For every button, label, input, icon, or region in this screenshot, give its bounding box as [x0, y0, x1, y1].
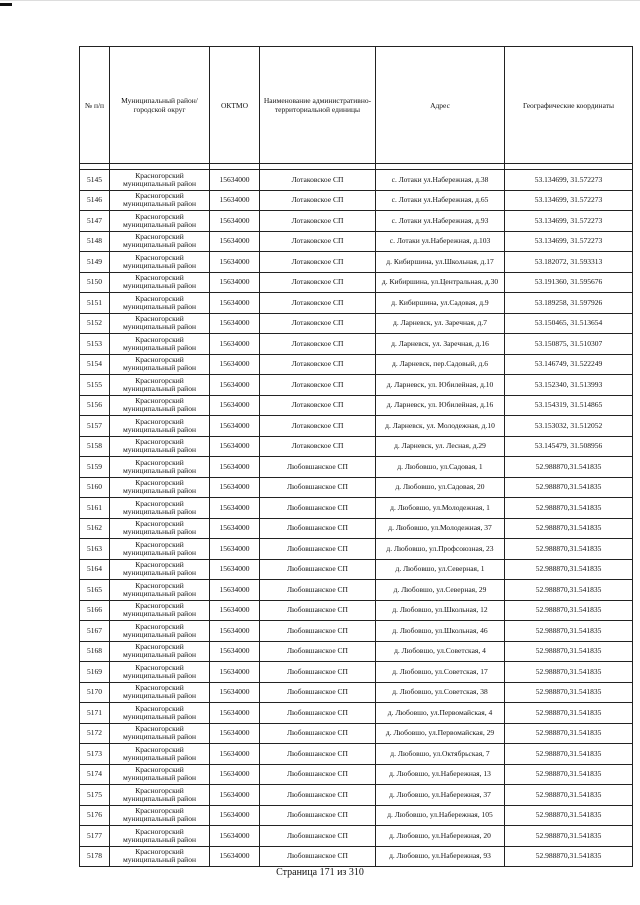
cell-district: Красногорский муниципальный район	[110, 354, 210, 375]
cell-oktmo: 15634000	[210, 457, 260, 478]
cell-district: Красногорский муниципальный район	[110, 785, 210, 806]
cell-coords: 53.134699, 31.572273	[505, 190, 633, 211]
cell-district: Красногорский муниципальный район	[110, 170, 210, 191]
cell-unit: Любовшанское СП	[260, 457, 376, 478]
cell-num: 5165	[80, 580, 110, 601]
cell-coords: 53.191360, 31.595676	[505, 272, 633, 293]
cell-coords: 52.988870,31.541835	[505, 621, 633, 642]
cell-unit: Лотаковское СП	[260, 313, 376, 334]
cell-coords: 52.988870,31.541835	[505, 723, 633, 744]
table-row	[80, 662, 633, 683]
cell-district: Красногорский муниципальный район	[110, 498, 210, 519]
cell-oktmo: 15634000	[210, 518, 260, 539]
cell-num: 5156	[80, 395, 110, 416]
cell-coords: 53.152340, 31.513993	[505, 375, 633, 396]
table-row	[80, 457, 633, 478]
cell-num: 5169	[80, 662, 110, 683]
cell-oktmo: 15634000	[210, 252, 260, 273]
cell-address: д. Любовшо, ул.Садовая, 20	[376, 477, 505, 498]
cell-unit: Лотаковское СП	[260, 272, 376, 293]
table-row	[80, 580, 633, 601]
cell-coords: 53.134699, 31.572273	[505, 231, 633, 252]
cell-coords: 53.145479, 31.508956	[505, 436, 633, 457]
cell-num: 5161	[80, 498, 110, 519]
cell-coords: 52.988870,31.541835	[505, 518, 633, 539]
header-address: Адрес	[376, 47, 505, 164]
table-row	[80, 498, 633, 519]
cell-coords: 52.988870,31.541835	[505, 805, 633, 826]
cell-unit: Лотаковское СП	[260, 170, 376, 191]
cell-oktmo: 15634000	[210, 293, 260, 314]
table-row	[80, 805, 633, 826]
cell-coords: 52.988870,31.541835	[505, 744, 633, 765]
table-row	[80, 252, 633, 273]
cell-oktmo: 15634000	[210, 580, 260, 601]
table-row	[80, 826, 633, 847]
cell-unit: Лотаковское СП	[260, 416, 376, 437]
table-row	[80, 703, 633, 724]
cell-address: с. Лотаки ул.Набережная, д.103	[376, 231, 505, 252]
table-row	[80, 723, 633, 744]
cell-district: Красногорский муниципальный район	[110, 682, 210, 703]
cell-coords: 52.988870,31.541835	[505, 477, 633, 498]
cell-address: д. Любовшо, ул.Школьная, 12	[376, 600, 505, 621]
cell-unit: Любовшанское СП	[260, 703, 376, 724]
cell-coords: 52.988870,31.541835	[505, 498, 633, 519]
cell-num: 5164	[80, 559, 110, 580]
cell-oktmo: 15634000	[210, 744, 260, 765]
header-num: № п/п	[80, 47, 110, 164]
cell-coords: 53.146749, 31.522249	[505, 354, 633, 375]
cell-unit: Любовшанское СП	[260, 559, 376, 580]
cell-num: 5150	[80, 272, 110, 293]
cell-coords: 53.182072, 31.593313	[505, 252, 633, 273]
cell-address: д. Любовшо, ул.Набережная, 20	[376, 826, 505, 847]
header-coords: Географические координаты	[505, 47, 633, 164]
table-row	[80, 559, 633, 580]
cell-address: д. Любовшо, ул.Северная, 1	[376, 559, 505, 580]
cell-address: д. Ларневск, ул. Юбилейная, д.10	[376, 375, 505, 396]
cell-district: Красногорский муниципальный район	[110, 846, 210, 867]
cell-district: Красногорский муниципальный район	[110, 805, 210, 826]
cell-unit: Лотаковское СП	[260, 334, 376, 355]
cell-address: д. Ларневск, ул. Молодежная, д.10	[376, 416, 505, 437]
table-row	[80, 313, 633, 334]
cell-oktmo: 15634000	[210, 334, 260, 355]
table-row	[80, 416, 633, 437]
cell-unit: Любовшанское СП	[260, 539, 376, 560]
cell-oktmo: 15634000	[210, 641, 260, 662]
table-row	[80, 375, 633, 396]
scan-corner-mark	[0, 3, 12, 6]
cell-district: Красногорский муниципальный район	[110, 416, 210, 437]
cell-num: 5167	[80, 621, 110, 642]
cell-oktmo: 15634000	[210, 662, 260, 683]
cell-address: д. Любовшо, ул.Профсоюзная, 23	[376, 539, 505, 560]
cell-district: Красногорский муниципальный район	[110, 190, 210, 211]
cell-unit: Любовшанское СП	[260, 580, 376, 601]
header-unit: Наименование административно-территориальной единицы	[260, 47, 376, 164]
cell-district: Красногорский муниципальный район	[110, 600, 210, 621]
cell-address: с. Лотаки ул.Набережная, д.93	[376, 211, 505, 232]
cell-unit: Лотаковское СП	[260, 231, 376, 252]
cell-oktmo: 15634000	[210, 764, 260, 785]
cell-address: д. Любовшо, ул.Набережная, 93	[376, 846, 505, 867]
cell-address: д. Кибиршина, ул.Центральная, д.30	[376, 272, 505, 293]
cell-district: Красногорский муниципальный район	[110, 395, 210, 416]
cell-oktmo: 15634000	[210, 498, 260, 519]
cell-address: с. Лотаки ул.Набережная, д.38	[376, 170, 505, 191]
cell-oktmo: 15634000	[210, 395, 260, 416]
cell-oktmo: 15634000	[210, 682, 260, 703]
cell-unit: Лотаковское СП	[260, 375, 376, 396]
cell-num: 5159	[80, 457, 110, 478]
cell-unit: Любовшанское СП	[260, 785, 376, 806]
table-row	[80, 641, 633, 662]
cell-district: Красногорский муниципальный район	[110, 744, 210, 765]
cell-coords: 53.134699, 31.572273	[505, 170, 633, 191]
cell-unit: Лотаковское СП	[260, 190, 376, 211]
cell-address: д. Любовшо, ул.Набережная, 13	[376, 764, 505, 785]
cell-address: д. Любовшо, ул.Набережная, 105	[376, 805, 505, 826]
cell-coords: 52.988870,31.541835	[505, 846, 633, 867]
cell-district: Красногорский муниципальный район	[110, 559, 210, 580]
header-oktmo: ОКТМО	[210, 47, 260, 164]
cell-coords: 52.988870,31.541835	[505, 703, 633, 724]
cell-district: Красногорский муниципальный район	[110, 518, 210, 539]
cell-num: 5154	[80, 354, 110, 375]
cell-oktmo: 15634000	[210, 703, 260, 724]
table-row	[80, 354, 633, 375]
cell-num: 5171	[80, 703, 110, 724]
cell-district: Красногорский муниципальный район	[110, 436, 210, 457]
cell-num: 5147	[80, 211, 110, 232]
cell-district: Красногорский муниципальный район	[110, 457, 210, 478]
cell-num: 5175	[80, 785, 110, 806]
cell-oktmo: 15634000	[210, 313, 260, 334]
cell-oktmo: 15634000	[210, 354, 260, 375]
cell-unit: Любовшанское СП	[260, 498, 376, 519]
table-row	[80, 436, 633, 457]
cell-address: д. Любовшо, ул.Молодежная, 37	[376, 518, 505, 539]
cell-coords: 53.189258, 31.597926	[505, 293, 633, 314]
cell-unit: Любовшанское СП	[260, 641, 376, 662]
cell-district: Красногорский муниципальный район	[110, 621, 210, 642]
cell-num: 5170	[80, 682, 110, 703]
table-row	[80, 477, 633, 498]
cell-address: д. Любовшо, ул.Школьная, 46	[376, 621, 505, 642]
cell-coords: 52.988870,31.541835	[505, 826, 633, 847]
cell-address: д. Любовшо, ул.Набережная, 37	[376, 785, 505, 806]
table-row	[80, 785, 633, 806]
cell-num: 5145	[80, 170, 110, 191]
cell-address: д. Ларневск, ул. Заречная, д.7	[376, 313, 505, 334]
cell-coords: 53.153032, 31.512052	[505, 416, 633, 437]
cell-unit: Любовшанское СП	[260, 477, 376, 498]
address-registry-table	[79, 46, 633, 867]
cell-address: д. Любовшо, ул.Советская, 38	[376, 682, 505, 703]
cell-coords: 52.988870,31.541835	[505, 785, 633, 806]
cell-district: Красногорский муниципальный район	[110, 252, 210, 273]
table-row	[80, 293, 633, 314]
cell-num: 5153	[80, 334, 110, 355]
table-row	[80, 231, 633, 252]
cell-coords: 52.988870,31.541835	[505, 600, 633, 621]
cell-num: 5155	[80, 375, 110, 396]
cell-address: д. Любовшо, ул.Первомайская, 4	[376, 703, 505, 724]
cell-oktmo: 15634000	[210, 272, 260, 293]
cell-district: Красногорский муниципальный район	[110, 313, 210, 334]
cell-district: Красногорский муниципальный район	[110, 375, 210, 396]
cell-address: с. Лотаки ул.Набережная, д.65	[376, 190, 505, 211]
cell-unit: Любовшанское СП	[260, 682, 376, 703]
cell-num: 5173	[80, 744, 110, 765]
cell-num: 5162	[80, 518, 110, 539]
table-row	[80, 539, 633, 560]
cell-unit: Лотаковское СП	[260, 395, 376, 416]
cell-oktmo: 15634000	[210, 723, 260, 744]
cell-address: д. Ларневск, ул. Юбилейная, д.16	[376, 395, 505, 416]
cell-unit: Лотаковское СП	[260, 354, 376, 375]
cell-unit: Любовшанское СП	[260, 744, 376, 765]
cell-district: Красногорский муниципальный район	[110, 723, 210, 744]
cell-oktmo: 15634000	[210, 211, 260, 232]
cell-num: 5166	[80, 600, 110, 621]
cell-unit: Любовшанское СП	[260, 764, 376, 785]
table-header	[80, 47, 633, 170]
cell-address: д. Ларневск, ул. Лесная, д.29	[376, 436, 505, 457]
cell-unit: Любовшанское СП	[260, 805, 376, 826]
cell-coords: 52.988870,31.541835	[505, 539, 633, 560]
cell-district: Красногорский муниципальный район	[110, 272, 210, 293]
cell-num: 5146	[80, 190, 110, 211]
cell-address: д. Любовшо, ул.Октябрьская, 7	[376, 744, 505, 765]
cell-num: 5160	[80, 477, 110, 498]
cell-coords: 52.988870,31.541835	[505, 559, 633, 580]
cell-unit: Лотаковское СП	[260, 252, 376, 273]
cell-coords: 53.134699, 31.572273	[505, 211, 633, 232]
table-row	[80, 621, 633, 642]
cell-num: 5174	[80, 764, 110, 785]
cell-unit: Любовшанское СП	[260, 723, 376, 744]
table-row	[80, 272, 633, 293]
cell-address: д. Любовшо, ул.Молодежная, 1	[376, 498, 505, 519]
cell-coords: 52.988870,31.541835	[505, 457, 633, 478]
cell-district: Красногорский муниципальный район	[110, 662, 210, 683]
cell-coords: 52.988870,31.541835	[505, 641, 633, 662]
cell-address: д. Любовшо, ул.Первомайская, 29	[376, 723, 505, 744]
page-footer: Страница 171 из 310	[276, 867, 364, 878]
cell-num: 5152	[80, 313, 110, 334]
cell-district: Красногорский муниципальный район	[110, 641, 210, 662]
cell-oktmo: 15634000	[210, 416, 260, 437]
cell-unit: Любовшанское СП	[260, 662, 376, 683]
cell-coords: 53.150875, 31.510307	[505, 334, 633, 355]
table-row	[80, 764, 633, 785]
cell-address: д. Кибиршина, ул.Садовая, д.9	[376, 293, 505, 314]
cell-num: 5151	[80, 293, 110, 314]
cell-num: 5172	[80, 723, 110, 744]
cell-oktmo: 15634000	[210, 826, 260, 847]
cell-district: Красногорский муниципальный район	[110, 334, 210, 355]
cell-oktmo: 15634000	[210, 621, 260, 642]
cell-num: 5177	[80, 826, 110, 847]
table-row	[80, 395, 633, 416]
cell-oktmo: 15634000	[210, 190, 260, 211]
cell-address: д. Кибиршина, ул.Школьная, д.17	[376, 252, 505, 273]
cell-coords: 53.154319, 31.514865	[505, 395, 633, 416]
cell-address: д. Любовшо, ул.Северная, 29	[376, 580, 505, 601]
cell-unit: Лотаковское СП	[260, 436, 376, 457]
cell-coords: 52.988870,31.541835	[505, 764, 633, 785]
cell-unit: Любовшанское СП	[260, 518, 376, 539]
cell-district: Красногорский муниципальный район	[110, 580, 210, 601]
cell-address: д. Ларневск, пер.Садовый, д.6	[376, 354, 505, 375]
cell-district: Красногорский муниципальный район	[110, 477, 210, 498]
cell-oktmo: 15634000	[210, 846, 260, 867]
header-district: Муниципальный район/городской округ	[110, 47, 210, 164]
cell-address: д. Любовшо, ул.Советская, 17	[376, 662, 505, 683]
cell-district: Красногорский муниципальный район	[110, 764, 210, 785]
cell-num: 5163	[80, 539, 110, 560]
cell-num: 5148	[80, 231, 110, 252]
cell-num: 5168	[80, 641, 110, 662]
cell-num: 5178	[80, 846, 110, 867]
cell-unit: Лотаковское СП	[260, 211, 376, 232]
cell-unit: Лотаковское СП	[260, 293, 376, 314]
cell-address: д. Любовшо, ул.Советская, 4	[376, 641, 505, 662]
cell-num: 5158	[80, 436, 110, 457]
cell-oktmo: 15634000	[210, 436, 260, 457]
table-row	[80, 211, 633, 232]
table-row	[80, 682, 633, 703]
cell-coords: 53.150465, 31.513654	[505, 313, 633, 334]
cell-district: Красногорский муниципальный район	[110, 826, 210, 847]
table-row	[80, 744, 633, 765]
table-row	[80, 518, 633, 539]
cell-oktmo: 15634000	[210, 559, 260, 580]
cell-district: Красногорский муниципальный район	[110, 539, 210, 560]
cell-district: Красногорский муниципальный район	[110, 703, 210, 724]
table-row	[80, 190, 633, 211]
cell-district: Красногорский муниципальный район	[110, 211, 210, 232]
cell-num: 5157	[80, 416, 110, 437]
cell-num: 5176	[80, 805, 110, 826]
table-row	[80, 334, 633, 355]
cell-coords: 52.988870,31.541835	[505, 580, 633, 601]
cell-unit: Любовшанское СП	[260, 621, 376, 642]
cell-oktmo: 15634000	[210, 805, 260, 826]
cell-oktmo: 15634000	[210, 785, 260, 806]
cell-address: д. Ларневск, ул. Заречная, д.16	[376, 334, 505, 355]
cell-oktmo: 15634000	[210, 231, 260, 252]
cell-district: Красногорский муниципальный район	[110, 293, 210, 314]
cell-oktmo: 15634000	[210, 375, 260, 396]
table-row	[80, 170, 633, 191]
cell-coords: 52.988870,31.541835	[505, 662, 633, 683]
table-row	[80, 846, 633, 867]
cell-unit: Любовшанское СП	[260, 826, 376, 847]
cell-address: д. Любовшо, ул.Садовая, 1	[376, 457, 505, 478]
cell-coords: 52.988870,31.541835	[505, 682, 633, 703]
scan-top-edge	[0, 0, 640, 1]
cell-oktmo: 15634000	[210, 539, 260, 560]
header-row	[80, 47, 633, 164]
cell-unit: Любовшанское СП	[260, 846, 376, 867]
cell-num: 5149	[80, 252, 110, 273]
cell-unit: Любовшанское СП	[260, 600, 376, 621]
table-body	[80, 170, 633, 867]
cell-oktmo: 15634000	[210, 477, 260, 498]
table-row	[80, 600, 633, 621]
cell-oktmo: 15634000	[210, 600, 260, 621]
cell-oktmo: 15634000	[210, 170, 260, 191]
cell-district: Красногорский муниципальный район	[110, 231, 210, 252]
